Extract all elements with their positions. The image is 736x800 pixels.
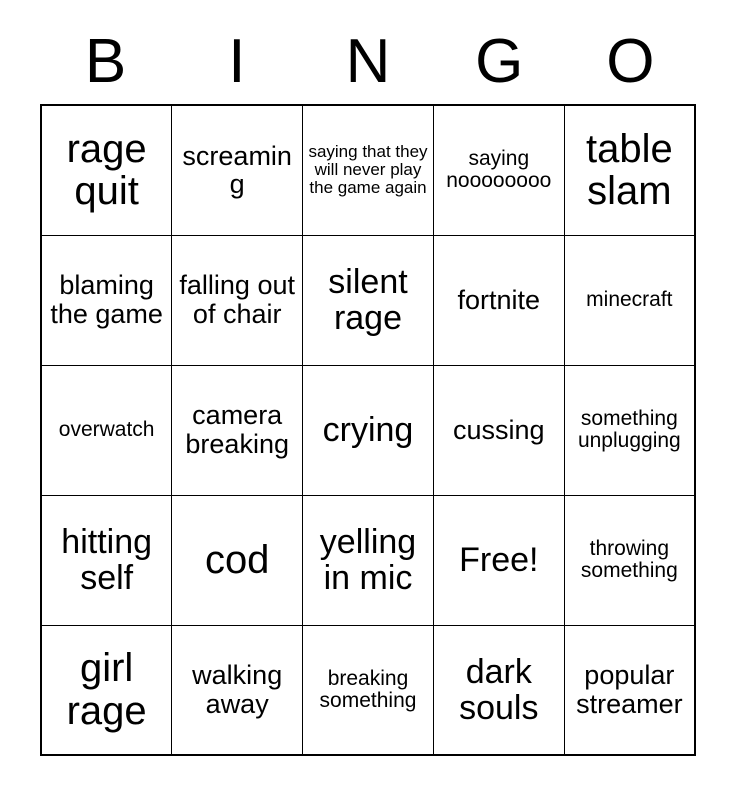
bingo-cell-label: dark souls bbox=[459, 652, 539, 727]
bingo-cell-label: minecraft bbox=[586, 287, 673, 311]
bingo-cell-label: screaming bbox=[182, 140, 292, 200]
bingo-row bbox=[41, 625, 695, 755]
bingo-cell-label: cod bbox=[204, 537, 270, 582]
bingo-cell[interactable] bbox=[41, 495, 172, 625]
bingo-cell[interactable] bbox=[172, 105, 303, 235]
bingo-cell-label: table slam bbox=[585, 126, 673, 214]
bingo-cell[interactable] bbox=[41, 625, 172, 755]
bingo-cell[interactable] bbox=[303, 365, 434, 495]
bingo-cell-label: yelling in mic bbox=[319, 522, 417, 597]
bingo-cell[interactable] bbox=[303, 235, 434, 365]
header-letter-o: O bbox=[606, 27, 655, 96]
bingo-row bbox=[41, 495, 695, 625]
header-letter-g: G bbox=[475, 27, 524, 96]
bingo-cell[interactable] bbox=[172, 235, 303, 365]
bingo-cell-label: hitting self bbox=[61, 522, 153, 597]
header-letter-n: N bbox=[345, 27, 391, 96]
bingo-cell[interactable] bbox=[564, 365, 695, 495]
bingo-cell-label: blaming the game bbox=[50, 270, 163, 329]
bingo-cell-label: walking away bbox=[192, 660, 283, 719]
bingo-cell[interactable] bbox=[41, 365, 172, 495]
bingo-row bbox=[41, 105, 695, 235]
bingo-cell[interactable] bbox=[41, 105, 172, 235]
bingo-cell[interactable] bbox=[564, 495, 695, 625]
bingo-cell[interactable] bbox=[303, 495, 434, 625]
bingo-cell-label: cussing bbox=[453, 414, 545, 445]
bingo-cell-label: rage quit bbox=[66, 126, 147, 214]
bingo-grid bbox=[40, 104, 696, 756]
bingo-cell-label: fortnite bbox=[457, 284, 541, 315]
bingo-cell-label: saying that they will never play the game again bbox=[308, 142, 428, 198]
bingo-cell[interactable] bbox=[433, 365, 564, 495]
header-letter-i: I bbox=[228, 27, 246, 96]
bingo-header bbox=[40, 0, 696, 98]
bingo-cell-label: overwatch bbox=[58, 417, 155, 441]
bingo-cell-label: silent rage bbox=[328, 262, 408, 337]
bingo-cell-label: falling out of chair bbox=[179, 270, 295, 329]
bingo-cell[interactable] bbox=[172, 625, 303, 755]
bingo-cell[interactable] bbox=[303, 105, 434, 235]
header-letter-b: B bbox=[84, 27, 127, 96]
bingo-cell-label: popular streamer bbox=[576, 660, 683, 719]
bingo-cell[interactable] bbox=[303, 625, 434, 755]
bingo-cell[interactable] bbox=[172, 365, 303, 495]
bingo-cell[interactable] bbox=[172, 495, 303, 625]
bingo-cell[interactable] bbox=[564, 105, 695, 235]
bingo-row bbox=[41, 235, 695, 365]
bingo-cell[interactable] bbox=[564, 625, 695, 755]
bingo-cell-label: camera breaking bbox=[185, 400, 289, 459]
bingo-cell-label: crying bbox=[322, 410, 414, 449]
bingo-row bbox=[41, 365, 695, 495]
bingo-cell-label: throwing something bbox=[580, 536, 678, 582]
bingo-cell-label: breaking something bbox=[319, 666, 417, 712]
bingo-cell-free[interactable] bbox=[433, 495, 564, 625]
bingo-cell-label: girl rage bbox=[66, 646, 147, 733]
bingo-cell[interactable] bbox=[433, 625, 564, 755]
bingo-cell[interactable] bbox=[433, 235, 564, 365]
bingo-cell-label: Free! bbox=[459, 540, 539, 579]
bingo-cell[interactable] bbox=[41, 235, 172, 365]
bingo-cell-label: saying noooooooo bbox=[446, 147, 552, 193]
bingo-cell[interactable] bbox=[433, 105, 564, 235]
bingo-cell[interactable] bbox=[564, 235, 695, 365]
bingo-cell-label: something unplugging bbox=[577, 406, 681, 452]
